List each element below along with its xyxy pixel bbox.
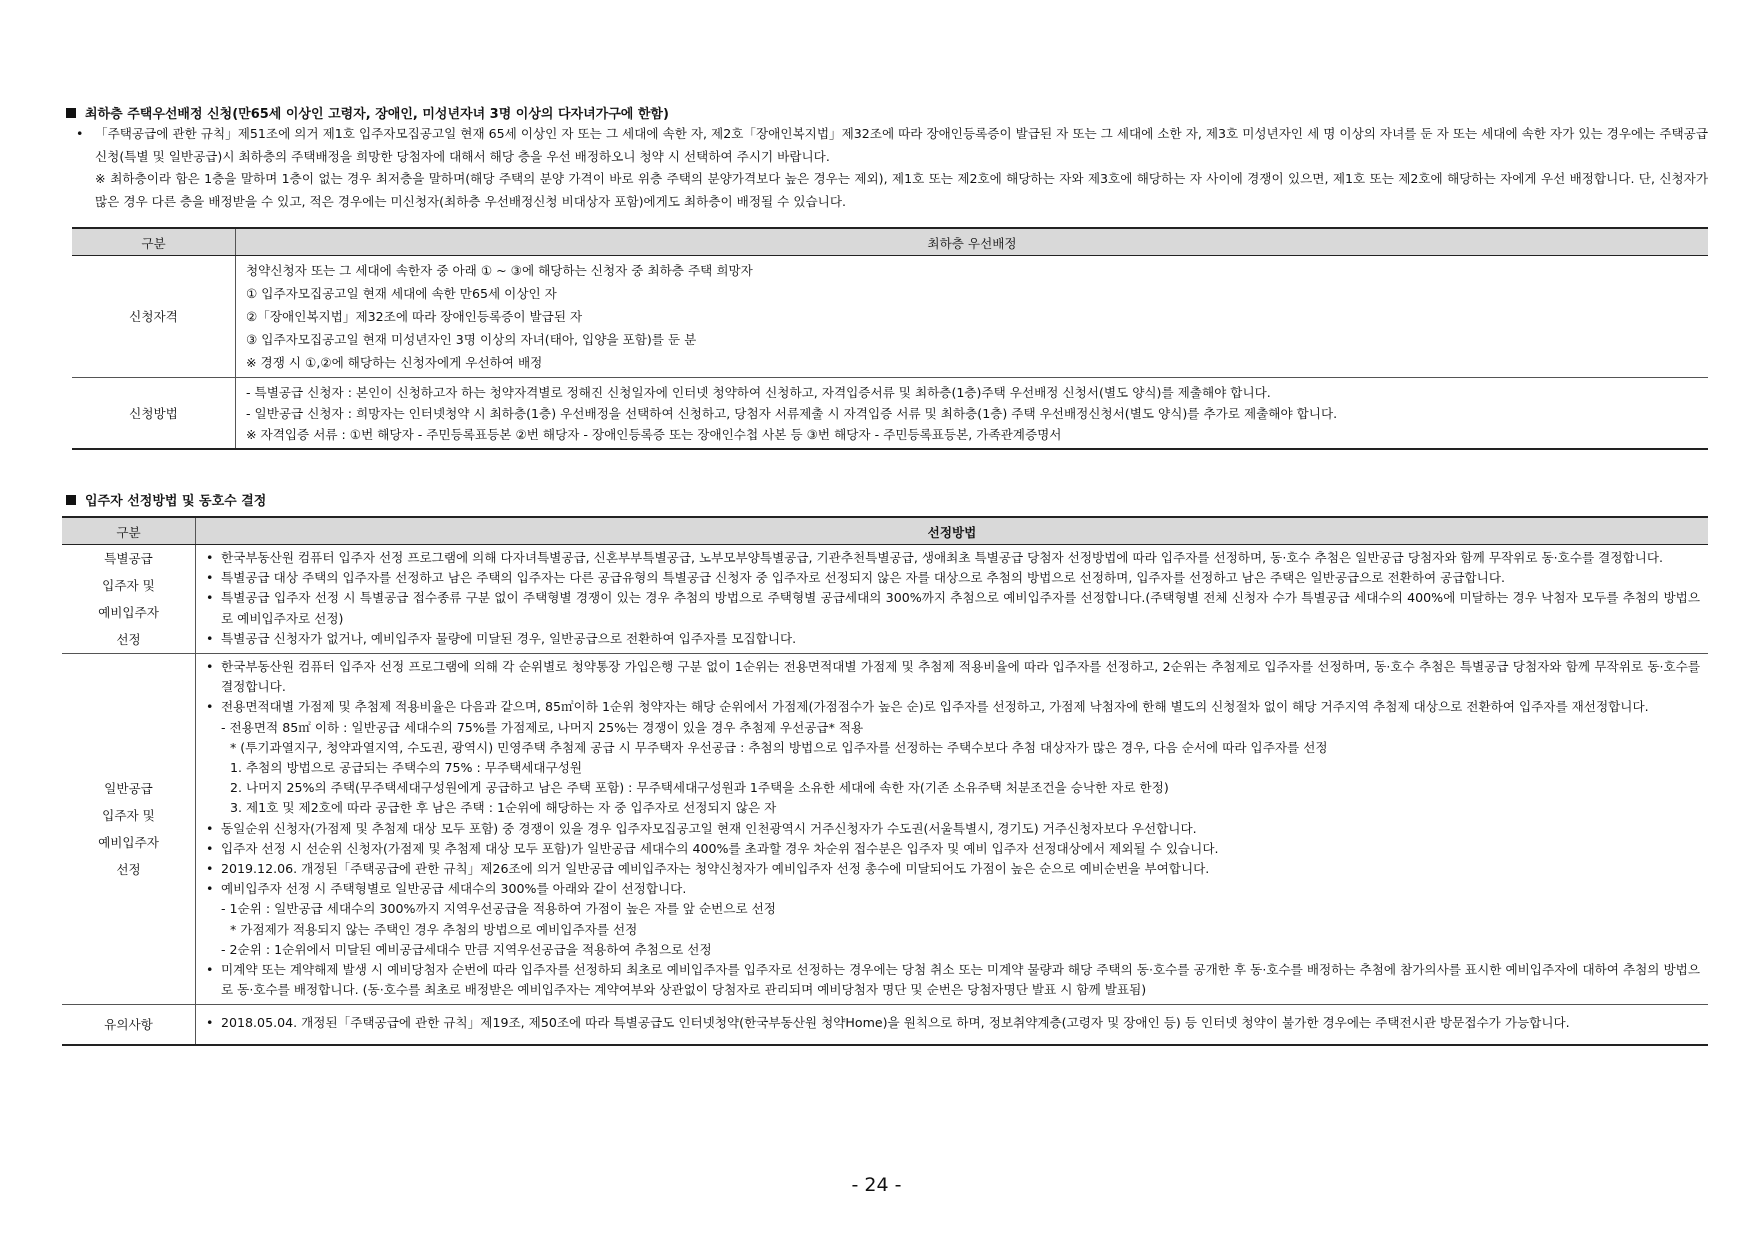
- category-line: 입주자 및: [102, 578, 155, 593]
- category-line: 선정: [116, 632, 141, 647]
- content-line: 청약신청자 또는 그 세대에 속한자 중 아래 ① ~ ③에 해당하는 신청자 중 최하층 주택 희망자: [246, 263, 753, 278]
- section-title-text: 입주자 선정방법 및 동호수 결정: [85, 494, 267, 509]
- table-row-special-supply: [62, 545, 1708, 654]
- square-bullet-icon: [66, 108, 76, 118]
- intro-note: ※ 최하층이라 함은 1층을 말하며 1층이 없는 경우 최저층을 말하며(해당 주택의 분양 가격이 바로 위층 주택의 분양가격보다 높은 경우는 제외), 제1호 또는 제2호에 해당하는 자와 제3호에 해당하는 자 사이에 경쟁이 있으면, 제1호 또는 제2호에 해당하는 자에게 우선 배정합니다. 단, 신청자가 많은 경우 다른 층을 배정받을 수 있고, 적은 경우에는 미신청자(최하층 우선배정신청 비대상자 포함)에게도 최하층이 배정될 수 있습니다.: [95, 171, 1708, 209]
- row-category: [62, 654, 196, 1005]
- sub-item: - 전용면적 85㎡ 이하 : 일반공급 세대수의 75%를 가점제로, 나머지 25%는 경쟁이 있을 경우 추첨제 우선공급* 적용: [221, 719, 864, 735]
- section-title-text: 최하층 주택우선배정 신청(만65세 이상인 고령자, 장애인, 미성년자녀 3명 이상의 다자녀가구에 한함): [85, 107, 669, 122]
- list-item: • 한국부동산원 컴퓨터 입주자 선정 프로그램에 의해 각 순위별로 청약통장 가입은행 구분 없이 1순위는 전용면적대별 가점제 및 추첨제 적용비율에 따라 입주자를 선정하고, 2순위는 추첨제로 입주자를 선정하며, 동·호수 추첨은 특별공급 당첨자와 함께 무작위로 동·호수를 결정합니다.: [206, 659, 1700, 695]
- list-item: • 동일순위 신청자(가점제 및 추첨제 대상 모두 포함) 중 경쟁이 있을 경우 입주자모집공고일 현재 인천광역시 거주신청자가 수도권(서울특별시, 경기도) 거주신청자보다 우선합니다.: [206, 820, 1197, 836]
- lowest-floor-table: [72, 227, 1708, 450]
- sub-sub-item: 1. 추첨의 방법으로 공급되는 주택수의 75% : 무주택세대구성원: [230, 760, 583, 776]
- row-category: 신청방법: [72, 378, 236, 450]
- content-line: ②「장애인복지법」제32조에 따라 장애인등록증이 발급된 자: [246, 309, 583, 324]
- row-category: 유의사항: [62, 1005, 196, 1045]
- sub-item: - 2순위 : 1순위에서 미달된 예비공급세대수 만큼 지역우선공급을 적용하여 추첨으로 선정: [221, 941, 712, 957]
- table-row: [72, 256, 1708, 378]
- category-line: 선정: [116, 862, 141, 878]
- list-item: • 예비입주자 선정 시 주택형별로 일반공급 세대수의 300%를 아래와 같이 선정합니다.: [206, 881, 687, 897]
- table-header-category: 구분: [72, 228, 236, 256]
- list-item: • 2019.12.06. 개정된「주택공급에 관한 규칙」제26조에 의거 일반공급 예비입주자는 청약신청자가 예비입주자 선정 총수에 미달되어도 가점이 높은 순으로 예비순번을 부여합니다.: [206, 861, 1210, 877]
- category-line: 일반공급: [104, 781, 153, 797]
- list-item: • 한국부동산원 컴퓨터 입주자 선정 프로그램에 의해 다자녀특별공급, 신혼부부특별공급, 노부모부양특별공급, 기관추천특별공급, 생애최초 특별공급 당첨자 선정방법에 따라 입주자를 선정하며, 동·호수 추첨은 일반공급 당첨자와 함께 무작위로 동·호수를 결정합니다.: [206, 550, 1663, 565]
- content-line: - 일반공급 신청자 : 희망자는 인터넷청약 시 최하층(1층) 우선배정을 선택하여 신청하고, 당첨자 서류제출 시 자격입증 서류 및 최하층(1층) 주택 우선배정신청서(별도 양식)를 추가로 제출해야 합니다.: [246, 405, 1338, 421]
- sub-sub-item: 3. 제1호 및 제2호에 따라 공급한 후 남은 주택 : 1순위에 해당하는 자 중 입주자로 선정되지 않은 자: [230, 800, 777, 816]
- list-item: • 미계약 또는 계약해제 발생 시 예비당첨자 순번에 따라 입주자를 선정하되 최초로 예비입주자를 입주자로 선정하는 경우에는 당첨 취소 또는 미계약 물량과 해당 주택의 동·호수를 공개한 후 동·호수를 배정하는 추첨에 참가의사를 표시한 예비입주자에 대하여 추첨의 방법으로 동·호수를 배정합니다. (동·호수를 최초로 배정받은 예비입주자는 계약여부와 상관없이 당첨자로 관리되며 예비당첨자 명단 및 순번은 당첨자명단 발표 시 함께 발표됨): [206, 962, 1700, 998]
- category-line: 입주자 및: [102, 808, 155, 824]
- table-header-content: 선정방법: [196, 517, 1709, 545]
- category-line: 예비입주자: [98, 835, 159, 851]
- bullet-icon: •: [76, 126, 84, 141]
- square-bullet-icon: [66, 495, 76, 505]
- row-content: [236, 256, 1709, 378]
- section-title-lowest-floor: [66, 103, 669, 122]
- list-item: • 입주자 선정 시 선순위 신청자(가점제 및 추첨제 대상 모두 포함)가 일반공급 세대수의 400%를 초과할 경우 차순위 접수분은 입주자 및 예비 입주자 선정대상에서 제외될 수 있습니다.: [206, 840, 1219, 856]
- sub-sub-item: 2. 나머지 25%의 주택(무주택세대구성원에게 공급하고 남은 주택 포함) : 무주택세대구성원과 1주택을 소유한 세대에 속한 자(기존 소유주택 처분조건을 승낙한 자로 한정): [230, 780, 1169, 796]
- row-content: [196, 654, 1709, 1005]
- table-row: [72, 378, 1708, 450]
- list-item: • 특별공급 대상 주택의 입주자를 선정하고 남은 주택의 입주자는 다른 공급유형의 특별공급 신청자 중 입주자로 선정되지 않은 자를 대상으로 추첨의 방법으로 선정하며, 입주자를 선정하고 남은 주택은 일반공급으로 전환하여 공급합니다.: [206, 570, 1505, 586]
- table-header-content: 최하층 우선배정: [236, 228, 1709, 256]
- page-number: - 24 -: [851, 1174, 902, 1196]
- list-item: • 특별공급 입주자 선정 시 특별공급 접수종류 구분 없이 주택형별 경쟁이 있는 경우 추첨의 방법으로 주택형별 공급세대의 300%까지 추첨으로 예비입주자를 선정합니다.(주택형별 전체 신청자 수가 특별공급 세대수의 400%에 미달하는 경우 낙첨자 모두를 추첨의 방법으로 예비입주자로 선정): [206, 590, 1700, 626]
- list-item: • 전용면적대별 가점제 및 추첨제 적용비율은 다음과 같으며, 85㎡이하 1순위 청약자는 해당 순위에서 가점제(가점점수가 높은 순)로 입주자를 선정하고, 가점제 낙첨자에 한해 별도의 신청절차 없이 해당 거주지역 추첨제 대상으로 전환하여 입주자를 재선정합니다.: [206, 699, 1649, 715]
- row-category: 신청자격: [72, 256, 236, 378]
- table-header-category: 구분: [62, 517, 196, 545]
- row-category: [62, 545, 196, 654]
- row-content: [196, 545, 1709, 654]
- content-line: ※ 경쟁 시 ①,②에 해당하는 신청자에게 우선하여 배정: [246, 355, 543, 370]
- content-line: ① 입주자모집공고일 현재 세대에 속한 만65세 이상인 자: [246, 286, 557, 301]
- sub-sub-item: * 가점제가 적용되지 않는 주택인 경우 추첨의 방법으로 예비입주자를 선정: [230, 921, 638, 937]
- category-line: 예비입주자: [98, 605, 159, 620]
- category-line: 특별공급: [104, 551, 153, 566]
- sub-item: - 1순위 : 일반공급 세대수의 300%까지 지역우선공급을 적용하여 가점이 높은 자를 앞 순번으로 선정: [221, 901, 776, 917]
- intro-block: [76, 123, 1708, 213]
- row-content: [196, 1005, 1709, 1045]
- list-item: • 특별공급 신청자가 없거나, 예비입주자 물량에 미달된 경우, 일반공급으로 전환하여 입주자를 모집합니다.: [206, 630, 797, 646]
- list-item: • 2018.05.04. 개정된「주택공급에 관한 규칙」제19조, 제50조에 따라 특별공급도 인터넷청약(한국부동산원 청약Home)을 원칙으로 하며, 정보취약계층(고령자 및 장애인 등) 등 인터넷 청약이 불가한 경우에는 주택전시관 방문접수가 가능합니다.: [206, 1015, 1570, 1031]
- table-row-notice: [62, 1005, 1708, 1045]
- content-line: ※ 자격입증 서류 : ①번 해당자 - 주민등록표등본 ②번 해당자 - 장애인등록증 또는 장애인수첩 사본 등 ③번 해당자 - 주민등록표등본, 가족관계증명서: [246, 426, 1062, 442]
- selection-method-table: [62, 516, 1708, 1046]
- content-line: ③ 입주자모집공고일 현재 미성년자인 3명 이상의 자녀(태아, 입양을 포함)를 둔 분: [246, 332, 697, 347]
- row-content: [236, 378, 1709, 450]
- section-title-selection: [66, 490, 266, 509]
- content-line: - 특별공급 신청자 : 본인이 신청하고자 하는 청약자격별로 정해진 신청일자에 인터넷 청약하여 신청하고, 자격입증서류 및 최하층(1층)주택 우선배정 신청서(별도 양식)를 제출해야 합니다.: [246, 384, 1271, 400]
- intro-paragraph: 「주택공급에 관한 규칙」제51조에 의거 제1호 입주자모집공고일 현재 65세 이상인 자 또는 그 세대에 속한 자, 제2호「장애인복지법」제32조에 따라 장애인등록증이 발급된 자 또는 그 세대에 소한 자, 제3호 미성년자인 세 명 이상의 자녀를 둔 자 또는 세대에 속한 자가 있는 경우에는 주택공급신청(특별 및 일반공급)시 최하층의 주택배정을 희망한 당첨자에 대해서 해당 층을 우선 배정하오니 청약 시 선택하여 주시기 바랍니다.: [95, 126, 1708, 164]
- sub-sub-item: * (투기과열지구, 청약과열지역, 수도권, 광역시) 민영주택 추첨제 공급 시 무주택자 우선공급 : 추첨의 방법으로 입주자를 선정하는 주택수보다 추첨 대상자가 많은 경우, 다음 순서에 따라 입주자를 선정: [230, 739, 1328, 755]
- table-row-general-supply: [62, 654, 1708, 1005]
